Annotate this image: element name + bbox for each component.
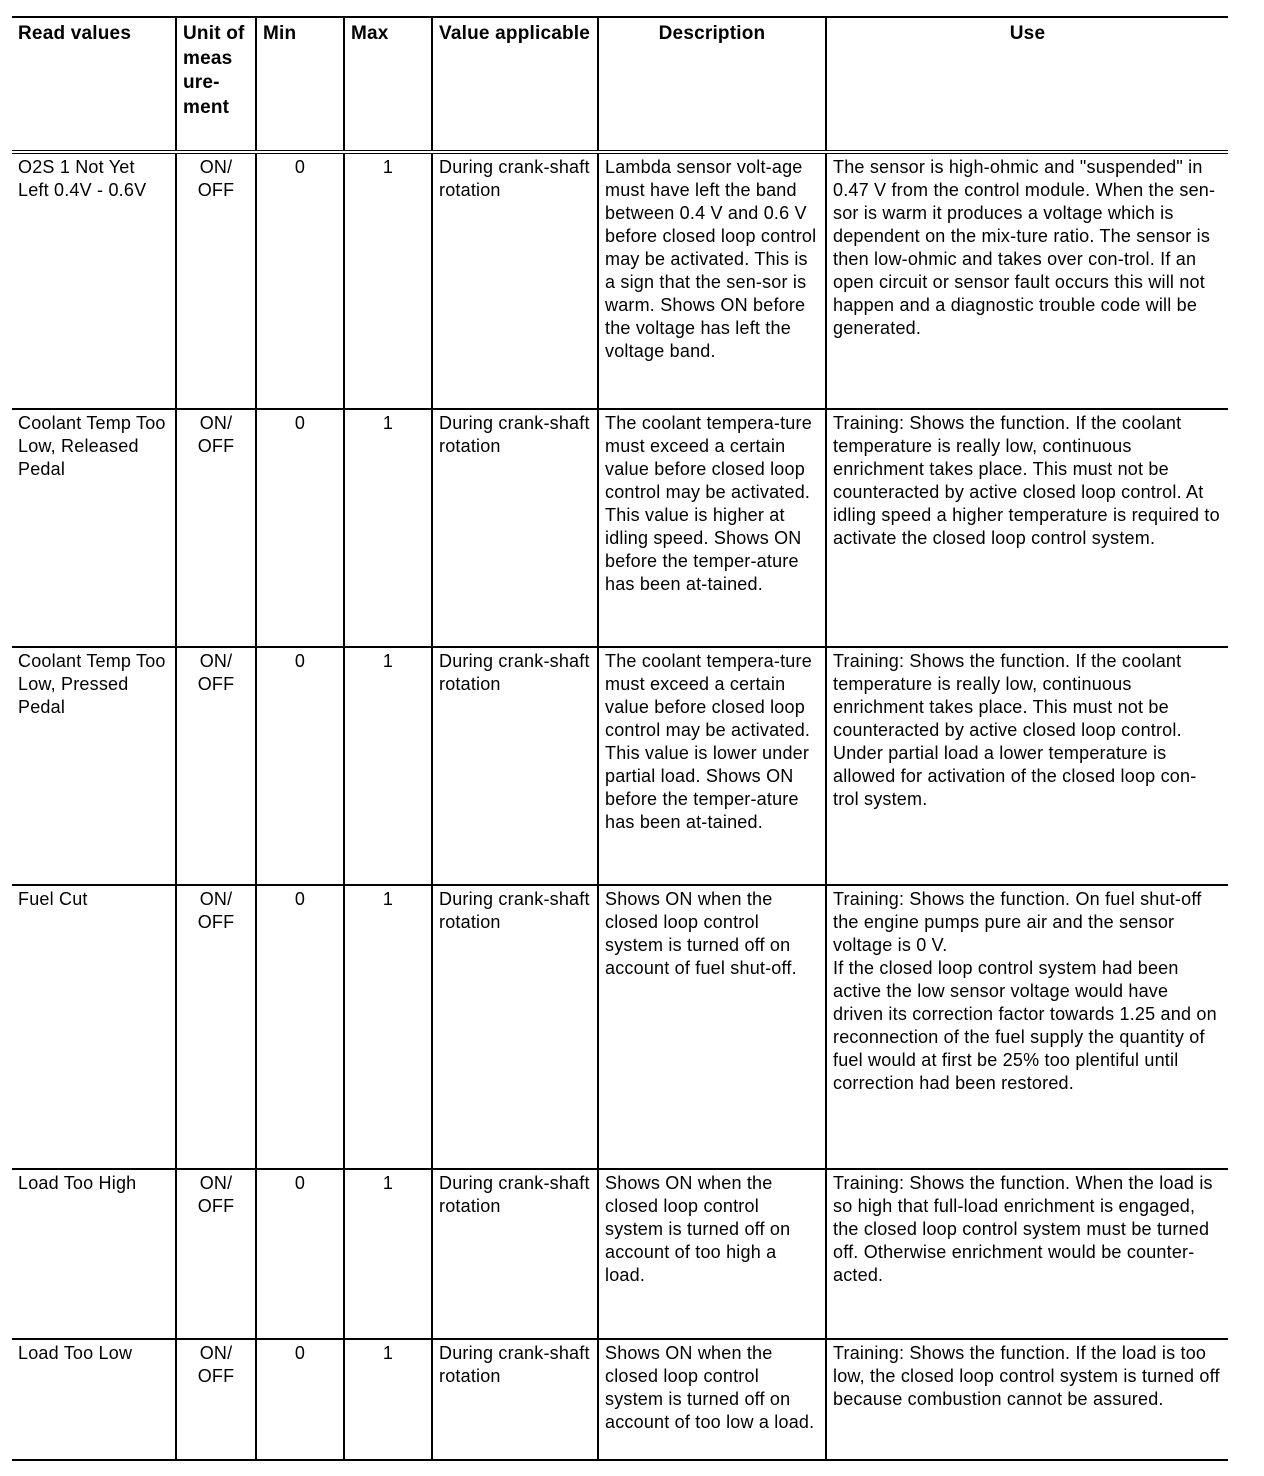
header-read-values: Read values [12,17,176,152]
cell-value-applicable: During crank-shaft rotation [432,1169,598,1339]
cell-min: 0 [256,152,344,409]
cell-max: 1 [344,1169,432,1339]
cell-max: 1 [344,1339,432,1460]
table-header-row [12,17,1228,152]
cell-description: Shows ON when the closed loop control system is turned off on account of too low a load. [598,1339,826,1460]
cell-max: 1 [344,885,432,1169]
cell-value-applicable: During crank-shaft rotation [432,409,598,647]
cell-value-applicable: During crank-shaft rotation [432,1339,598,1460]
table-row [12,647,1228,885]
cell-use [826,885,1228,1169]
cell-value-applicable: During crank-shaft rotation [432,885,598,1169]
cell-use-paragraph: If the closed loop control system had been active the low sensor voltage would have driven its correction factor towards 1.25 and on reconnection of the fuel supply the quantity of fuel would at first be 25% too plentiful until correction had been restored. [833,958,1217,1093]
cell-read-value: Coolant Temp Too Low, Released Pedal [12,409,176,647]
cell-unit: ON/ OFF [176,647,256,885]
table-row [12,152,1228,409]
cell-use: Training: Shows the function. When the load is so high that full-load enrichment is engaged, the closed loop control system must be turned off. Otherwise enrichment would be counter-acted. [826,1169,1228,1339]
table-row [12,1339,1228,1460]
cell-read-value: Fuel Cut [12,885,176,1169]
cell-unit: ON/ OFF [176,1339,256,1460]
cell-unit: ON/ OFF [176,152,256,409]
cell-use: The sensor is high-ohmic and "suspended" in 0.47 V from the control module. When the sen-sor is warm it produces a voltage which is dependent on the mix-ture ratio. The sensor is then low-ohmic and takes over con-trol. If an open circuit or sensor fault occurs this will not happen and a diagnostic trouble code will be generated. [826,152,1228,409]
header-max: Max [344,17,432,152]
table-row [12,885,1228,1169]
cell-read-value: Load Too Low [12,1339,176,1460]
table-row [12,1169,1228,1339]
cell-read-value: O2S 1 Not Yet Left 0.4V - 0.6V [12,152,176,409]
cell-unit: ON/ OFF [176,409,256,647]
cell-use: Training: Shows the function. If the coolant temperature is really low, continuous enrichment takes place. This must not be counteracted by active closed loop control. Under partial load a lower temperature is allowed for activation of the closed loop con-trol system. [826,647,1228,885]
cell-unit: ON/ OFF [176,1169,256,1339]
cell-min: 0 [256,885,344,1169]
header-value-applicable: Value applicable [432,17,598,152]
cell-min: 0 [256,1339,344,1460]
cell-value-applicable: During crank-shaft rotation [432,152,598,409]
cell-min: 0 [256,409,344,647]
cell-description: Lambda sensor volt-age must have left the band between 0.4 V and 0.6 V before closed loop control may be activated. This is a sign that the sen-sor is warm. Shows ON before the voltage has left the voltage band. [598,152,826,409]
cell-description: Shows ON when the closed loop control system is turned off on account of too high a load. [598,1169,826,1339]
cell-max: 1 [344,152,432,409]
cell-description: The coolant tempera-ture must exceed a certain value before closed loop control may be activated. This value is higher at idling speed. Shows ON before the temper-ature has been at-tained. [598,409,826,647]
cell-value-applicable: During crank-shaft rotation [432,647,598,885]
cell-max: 1 [344,647,432,885]
header-description: Description [598,17,826,152]
header-use: Use [826,17,1228,152]
cell-description: Shows ON when the closed loop control system is turned off on account of fuel shut-off. [598,885,826,1169]
cell-unit: ON/ OFF [176,885,256,1169]
cell-read-value: Load Too High [12,1169,176,1339]
table-row [12,409,1228,647]
header-unit-of-measurement: Unit of meas ure- ment [176,17,256,152]
cell-use: Training: Shows the function. If the load is too low, the closed loop control system is turned off because combustion cannot be assured. [826,1339,1228,1460]
read-values-table [12,16,1228,1461]
cell-read-value: Coolant Temp Too Low, Pressed Pedal [12,647,176,885]
cell-min: 0 [256,647,344,885]
cell-min: 0 [256,1169,344,1339]
cell-max: 1 [344,409,432,647]
cell-description: The coolant tempera-ture must exceed a certain value before closed loop control may be activated. This value is lower under partial load. Shows ON before the temper-ature has been at-tained. [598,647,826,885]
cell-use-paragraph: Training: Shows the function. On fuel shut-off the engine pumps pure air and the sensor voltage is 0 V. [833,889,1202,955]
header-min: Min [256,17,344,152]
cell-use: Training: Shows the function. If the coolant temperature is really low, continuous enrichment takes place. This must not be counteracted by active closed loop control. At idling speed a higher temperature is required to activate the closed loop control system. [826,409,1228,647]
